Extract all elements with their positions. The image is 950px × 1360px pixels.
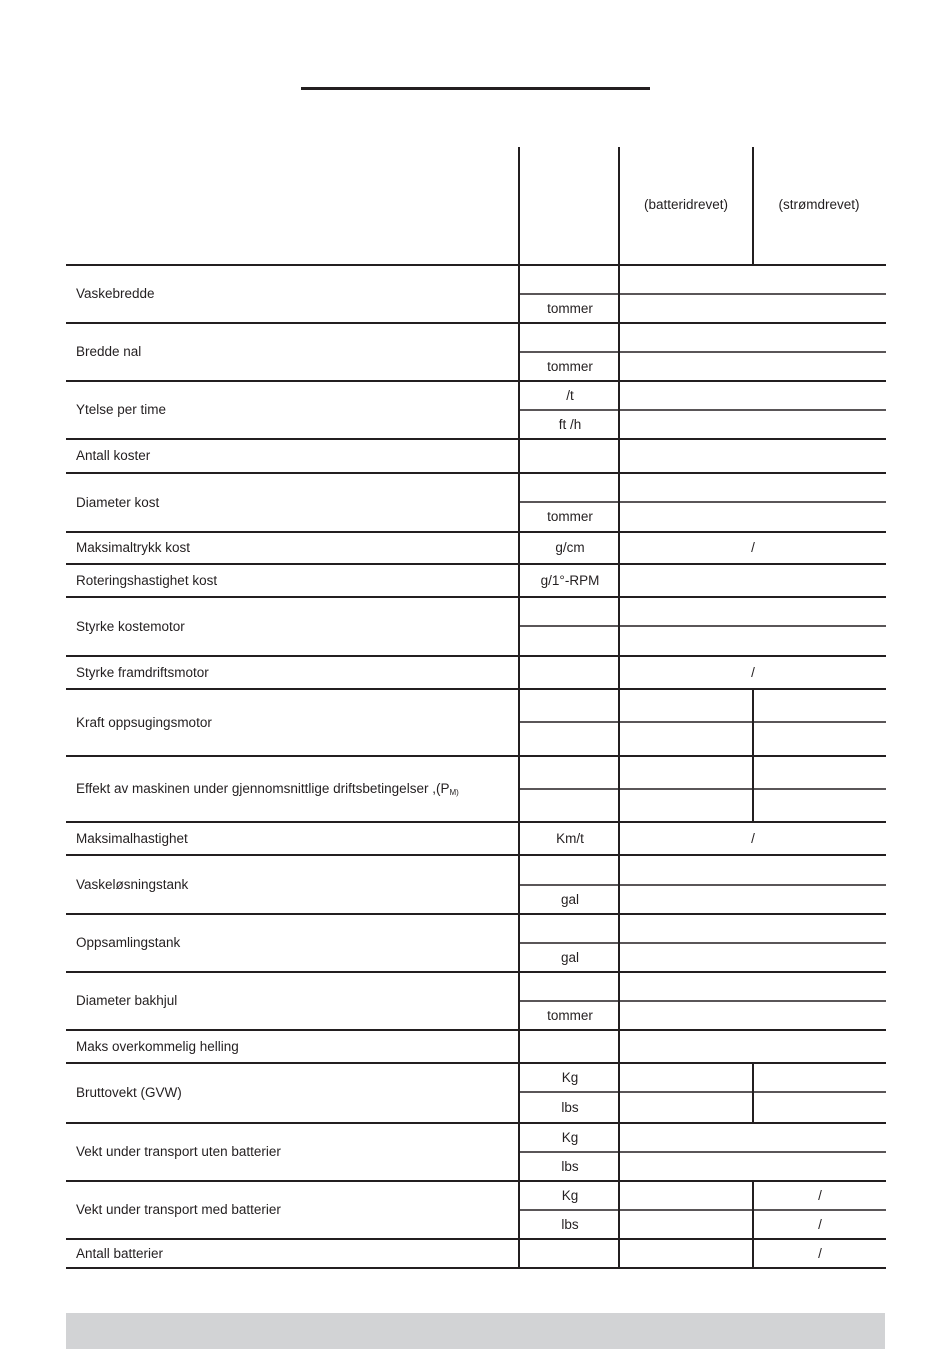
spec-label: Maksimalhastighet (76, 830, 188, 846)
spec-label: Vekt under transport med batterier (76, 1202, 281, 1217)
spec-table (66, 147, 886, 1269)
unit-cell: g/1°-RPM (540, 572, 600, 588)
spec-label: Roteringshastighet kost (76, 572, 218, 588)
unit-cell: Kg (561, 1069, 579, 1085)
spec-label: Vaskebredde (76, 286, 155, 301)
value-separator-mark: / (818, 1245, 822, 1261)
value-separator-mark: / (751, 830, 755, 846)
unit-cell: g/cm (555, 540, 585, 555)
spec-label: Vaskeløsningstank (76, 876, 189, 892)
unit-cell: lbs (561, 1216, 579, 1232)
value-separator-mark: / (818, 1187, 822, 1203)
spec-label: Maksimaltrykk kost (76, 540, 191, 555)
unit-cell: tommer (547, 358, 593, 374)
spec-label: Bredde nal (76, 344, 142, 359)
table-grid (66, 147, 886, 1269)
spec-label: Styrke kostemotor (76, 618, 185, 634)
unit-cell: Kg (561, 1129, 579, 1145)
value-separator-mark: / (818, 1216, 822, 1232)
unit-cell: Km/t (556, 830, 584, 846)
spec-label: Vekt under transport uten batterier (76, 1144, 281, 1159)
title-rule (301, 87, 650, 90)
label-subscript: M) (449, 788, 459, 797)
spec-label: Diameter bakhjul (76, 993, 178, 1008)
spec-label: Oppsamlingstank (76, 935, 181, 950)
unit-cell: gal (560, 891, 580, 907)
spec-label: Kraft oppsugingsmotor (76, 714, 212, 730)
unit-cell: lbs (561, 1099, 579, 1115)
unit-cell: tommer (547, 509, 593, 524)
unit-cell: Kg (561, 1187, 579, 1203)
header-battery-label: (batteridrevet) (643, 197, 729, 212)
spec-label-wrap (76, 781, 459, 801)
spec-label: Effekt av maskinen under gjennomsnittlige driftsbetingelser ,(P (76, 781, 450, 796)
unit-cell: /t (566, 387, 574, 403)
header-mains-label: (strømdrevet) (778, 197, 860, 212)
value-separator-mark: / (751, 664, 755, 680)
spec-label: Styrke framdriftsmotor (76, 664, 209, 680)
spec-label: Bruttovekt (GVW) (76, 1085, 182, 1100)
spec-label: Diameter kost (76, 494, 160, 510)
footer-band (66, 1313, 885, 1349)
unit-cell: tommer (547, 1007, 593, 1023)
unit-cell: ft /h (558, 416, 582, 432)
spec-label: Antall batterier (76, 1245, 164, 1261)
spec-label: Maks overkommelig helling (76, 1038, 239, 1054)
spec-label: Ytelse per time (76, 402, 167, 417)
spec-label: Antall koster (76, 448, 151, 463)
unit-cell: lbs (561, 1158, 579, 1174)
unit-cell: gal (560, 949, 580, 965)
value-separator-mark: / (751, 540, 755, 555)
unit-cell: tommer (547, 300, 593, 316)
